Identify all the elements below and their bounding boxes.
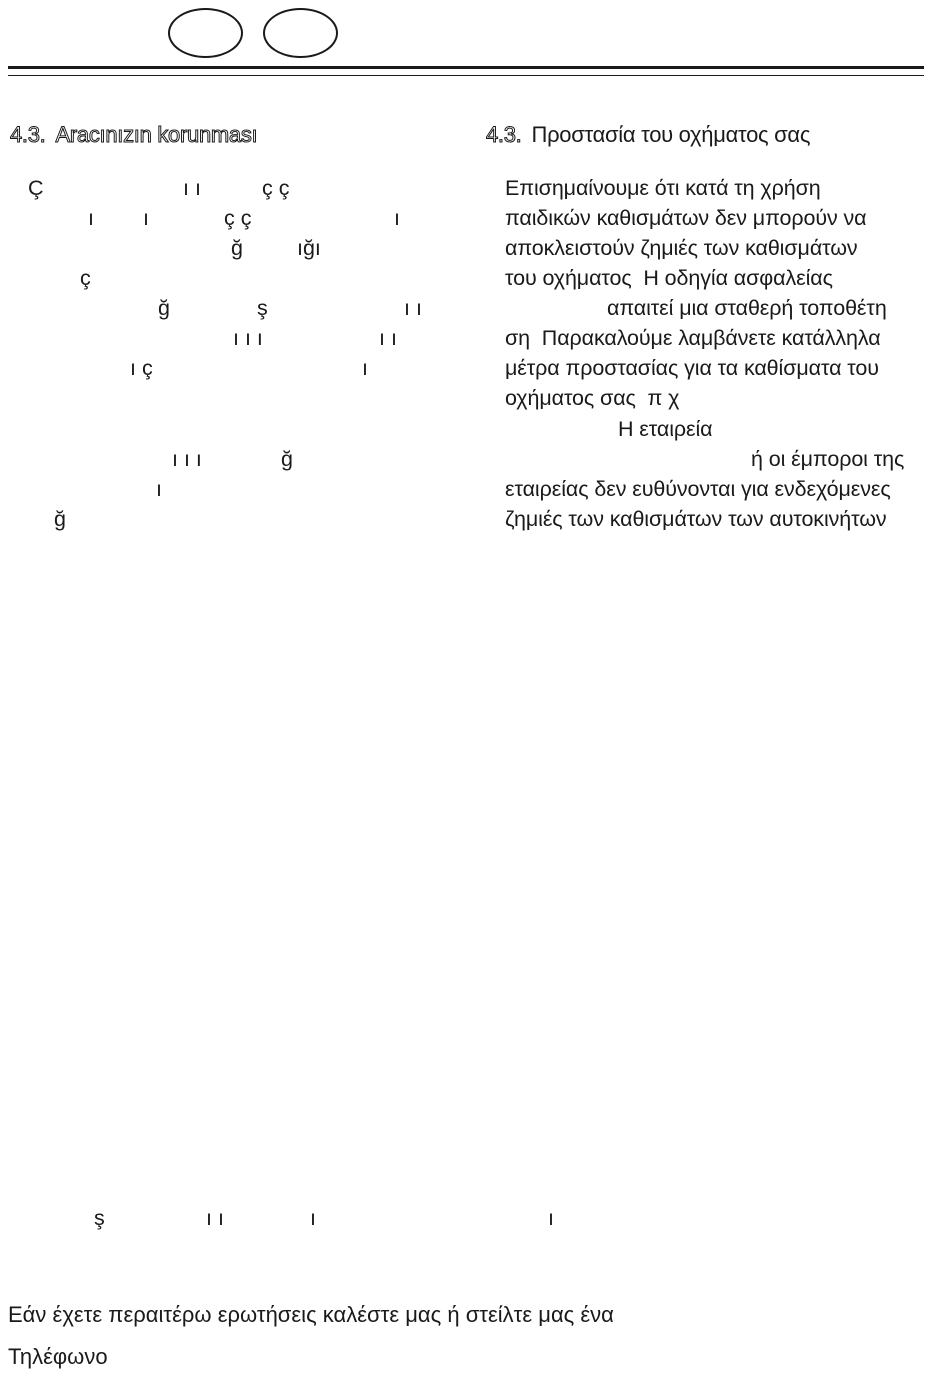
turkish-fragment: ı ı [206, 1206, 224, 1230]
header-right-oval [263, 8, 338, 58]
header-rule-thin [8, 75, 924, 76]
turkish-heading-title: Aracınızın korunması [55, 122, 258, 147]
header-left-oval [168, 8, 243, 58]
turkish-fragment: ığı [297, 236, 321, 260]
turkish-fragment: ı ı [379, 326, 397, 350]
greek-line: ση Παρακαλούμε λαμβάνετε κατάλληλα [505, 326, 881, 350]
turkish-heading-number: 4.3. [10, 122, 46, 147]
turkish-fragment: Ç [28, 176, 44, 200]
turkish-fragment: ç ç [224, 206, 252, 230]
greek-line: του οχήματος Η οδηγία ασφαλείας [505, 266, 833, 290]
turkish-fragment: ı [88, 206, 94, 230]
turkish-section-heading [10, 122, 257, 148]
turkish-fragment: ğ [158, 296, 170, 320]
greek-line: οχήματος σας π χ [505, 386, 680, 410]
turkish-fragment: ğ [281, 447, 293, 471]
greek-heading-number: 4.3. [486, 122, 522, 147]
turkish-fragment: ı ı [183, 176, 201, 200]
footer-phone-label: Τηλέφωνο [8, 1344, 108, 1369]
turkish-fragment: ı [362, 356, 368, 380]
turkish-fragment: ı ı [404, 296, 422, 320]
turkish-fragment: ı [548, 1206, 554, 1230]
greek-line: απαιτεί μια σταθερή τοποθέτη [607, 296, 887, 320]
turkish-fragment: ş [257, 296, 268, 320]
header-rule-thick [8, 66, 924, 69]
turkish-fragment: ı [156, 477, 162, 501]
turkish-fragment: ı [310, 1206, 316, 1230]
greek-line: ή οι έμποροι της [751, 447, 905, 471]
greek-line: Η εταιρεία [618, 417, 713, 441]
greek-line: παιδικών καθισμάτων δεν μπορούν να [505, 206, 867, 230]
turkish-fragment: ı ı ı [172, 447, 202, 471]
greek-line: Επισημαίνουμε ότι κατά τη χρήση [505, 176, 821, 200]
turkish-fragment: ç ç [262, 176, 290, 200]
greek-line: ζημιές των καθισμάτων των αυτοκινήτων [505, 507, 887, 531]
turkish-fragment: ş [94, 1206, 105, 1230]
turkish-fragment: ı ı ı [233, 326, 263, 350]
turkish-fragment: ı ç [130, 356, 153, 380]
footer-contact-line: Εάν έχετε περαιτέρω ερωτήσεις καλέστε μας ή στείλτε μας ένα [8, 1302, 614, 1327]
greek-line: εταιρείας δεν ευθύνονται για ενδεχόμενες [505, 477, 891, 501]
turkish-fragment: ğ [231, 236, 243, 260]
greek-heading-title: Προστασία του οχήματος σας [531, 122, 811, 147]
turkish-fragment: ğ [54, 507, 66, 531]
greek-line: μέτρα προστασίας για τα καθίσματα του [505, 356, 879, 380]
turkish-fragment: ç [80, 266, 91, 290]
turkish-fragment: ı [394, 206, 400, 230]
turkish-fragment: ı [143, 206, 149, 230]
greek-section-heading [486, 122, 810, 148]
greek-line: αποκλειστούν ζημιές των καθισμάτων [505, 236, 858, 260]
